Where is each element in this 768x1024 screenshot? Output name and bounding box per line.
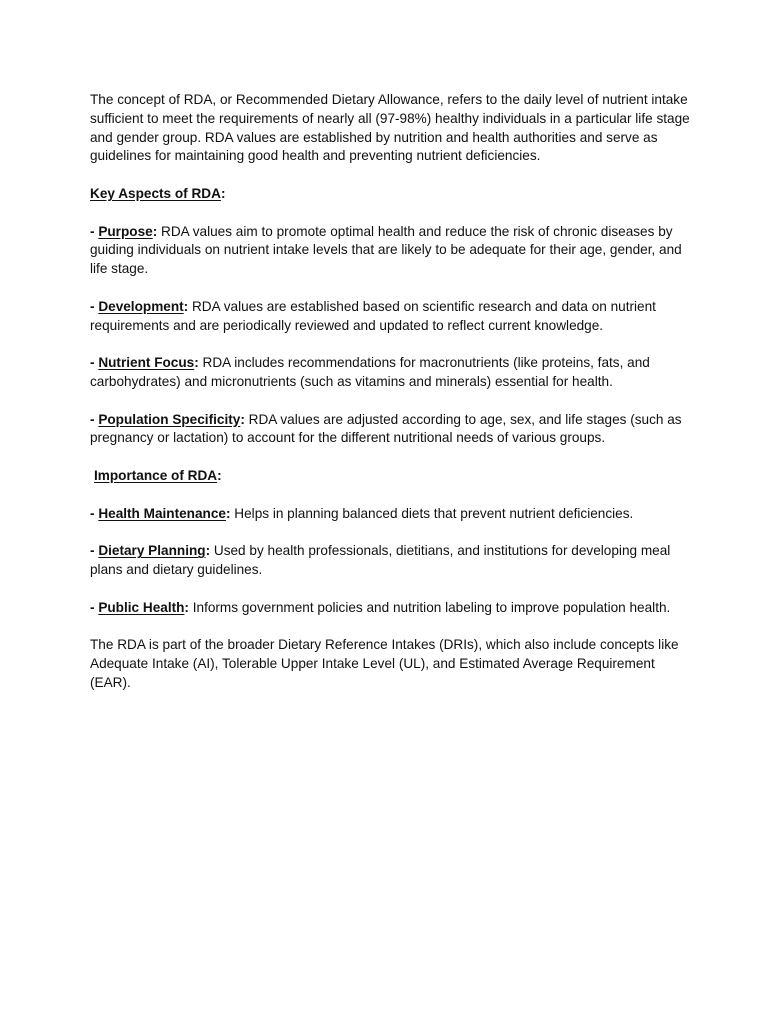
key-aspect-population-specificity [90, 411, 690, 449]
dietary-planning-text: Used by health professionals, dietitians, and institutions for developing meal plans and dietary guidelines. [90, 543, 671, 577]
key-aspect-purpose [90, 223, 690, 279]
bullet-dash: - [90, 543, 99, 559]
bullet-dash: - [90, 411, 99, 427]
term-colon: : [240, 411, 245, 427]
development-text: RDA values are established based on scientific research and data on nutrient requirements and are periodically reviewed and updated to reflect current knowledge. [90, 298, 656, 333]
closing-paragraph: The RDA is part of the broader Dietary Reference Intakes (DRIs), which also include concepts like Adequate Intake (AI), Tolerable Upper Intake Level (UL), and Estimated Average Requirement (EAR). [90, 637, 679, 690]
importance-heading [90, 467, 690, 486]
population-specificity-text: RDA values are adjusted according to age, sex, and life stages (such as pregnancy or lactation) to account for the different nutritional needs of various groups. [90, 411, 682, 446]
term-colon: : [205, 543, 211, 559]
term-health-maintenance: Health Maintenance [98, 505, 226, 521]
nutrient-focus-text: RDA includes recommendations for macronutrients (like proteins, fats, and carbohydrates) and micronutrients (such as vitamins and minerals) essential for health. [90, 355, 650, 389]
key-aspects-heading [90, 185, 690, 204]
term-dietary-planning: Dietary Planning [98, 543, 206, 559]
purpose-text: RDA values aim to promote optimal health and reduce the risk of chronic diseases by guiding individuals on nutrient intake levels that are likely to be adequate for their age, gender, and life stage. [90, 223, 682, 277]
bullet-dash: - [90, 223, 99, 239]
bullet-dash: - [90, 505, 99, 521]
term-development: Development [98, 298, 184, 314]
key-aspects-heading-colon: : [220, 185, 226, 201]
public-health-text: Informs government policies and nutrition labeling to improve population health. [188, 599, 671, 615]
term-colon: : [225, 505, 231, 521]
bullet-dash: - [90, 599, 99, 615]
importance-public-health [90, 599, 690, 618]
key-aspect-nutrient-focus [90, 354, 690, 392]
term-colon: : [194, 355, 199, 371]
key-aspect-development [90, 298, 690, 336]
document-page [90, 91, 690, 711]
term-colon: : [183, 298, 189, 314]
bullet-dash: - [90, 355, 99, 371]
term-colon: : [184, 599, 189, 615]
term-purpose: Purpose [98, 223, 153, 239]
term-colon: : [152, 223, 158, 239]
intro-paragraph: The concept of RDA, or Recommended Dietary Allowance, refers to the daily level of nutrient intake sufficient to meet the requirements of nearly all (97-98%) healthy individuals in a particular life stage and gender group. RDA values are established by nutrition and health authorities and serve as guidelines for maintaining good health and preventing nutrient deficiencies. [90, 92, 690, 164]
importance-heading-colon: : [217, 467, 222, 483]
health-maintenance-text: Helps in planning balanced diets that prevent nutrient deficiencies. [230, 505, 634, 521]
importance-heading-text: Importance of RDA [94, 467, 218, 483]
term-public-health: Public Health [98, 599, 185, 615]
importance-dietary-planning [90, 542, 690, 580]
key-aspects-heading-text: Key Aspects of RDA [90, 185, 221, 201]
term-nutrient-focus: Nutrient Focus [98, 355, 195, 371]
bullet-dash: - [90, 298, 99, 314]
term-population-specificity: Population Specificity [98, 411, 241, 427]
importance-health-maintenance [90, 505, 690, 524]
